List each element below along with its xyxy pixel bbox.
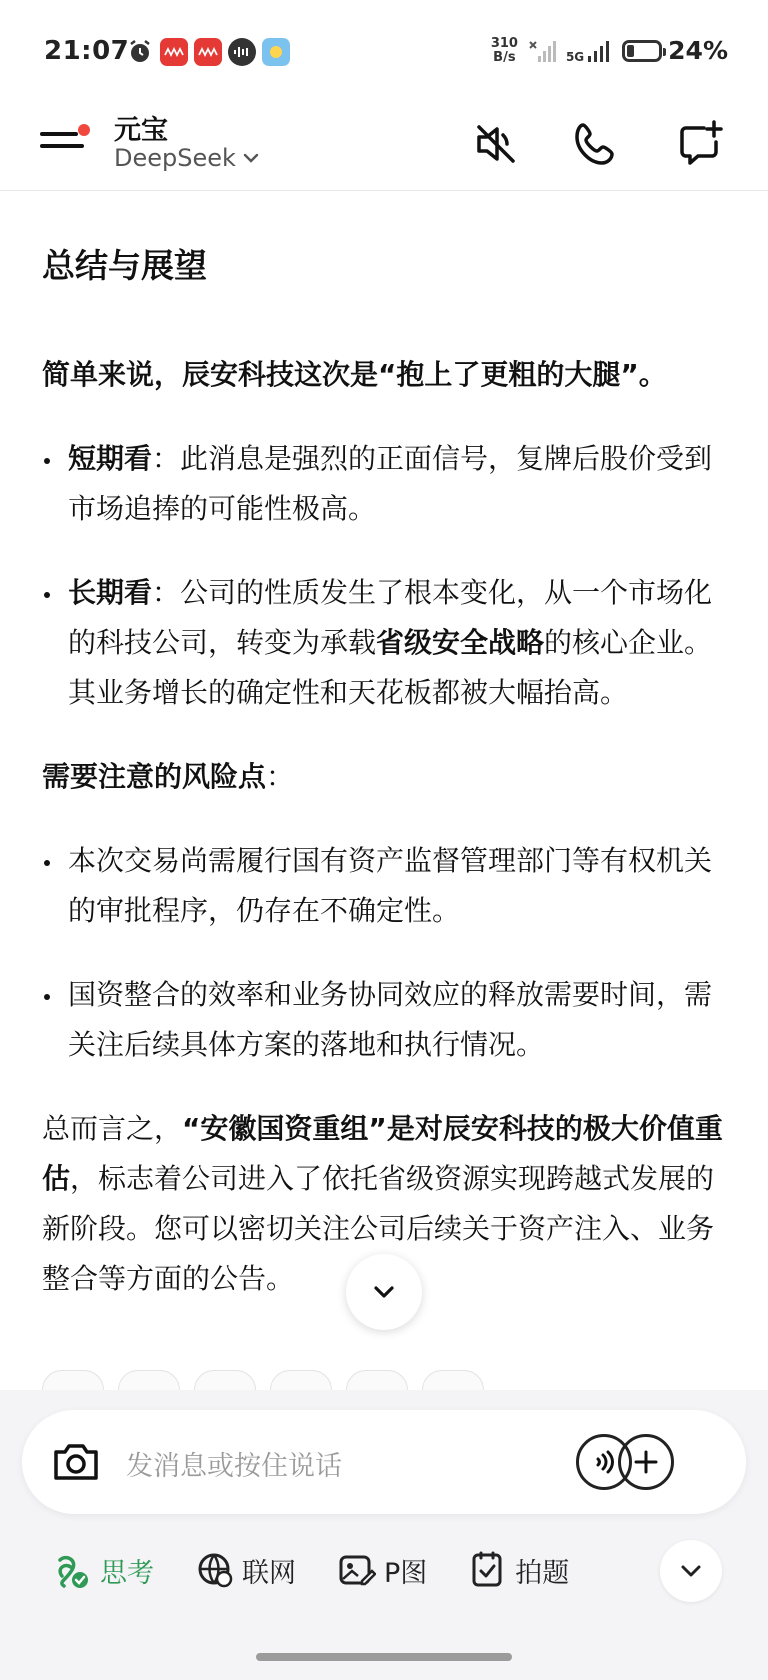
model-name: DeepSeek bbox=[114, 144, 236, 172]
tool-photo-question[interactable]: 拍题 bbox=[469, 1551, 569, 1590]
app-notification-icon bbox=[194, 38, 222, 66]
more-tools-button[interactable] bbox=[660, 1540, 722, 1602]
signal-off-icon bbox=[528, 38, 556, 64]
battery-icon bbox=[622, 40, 662, 62]
mute-icon bbox=[473, 121, 519, 167]
message-action-button[interactable] bbox=[118, 1370, 180, 1390]
plus-icon bbox=[632, 1448, 660, 1476]
message-action-button[interactable] bbox=[194, 1370, 256, 1390]
status-time: 21:07 bbox=[44, 36, 130, 66]
weather-icon bbox=[262, 38, 290, 66]
tool-web-search[interactable]: 联网 bbox=[196, 1551, 296, 1590]
status-system-icons bbox=[491, 36, 728, 65]
scroll-down-button[interactable] bbox=[346, 1254, 422, 1330]
alarm-icon bbox=[126, 38, 154, 66]
conclusion-text: 总而言之，“安徽国资重组”是对辰安科技的极大价值重估，标志着公司进入了依托省级资源实现跨越式发展的新阶段。您可以密切关注公司后续关于资产注入、业务整合等方面的公告。 bbox=[42, 1112, 723, 1295]
globe-icon bbox=[196, 1551, 234, 1589]
chevron-down-icon bbox=[370, 1278, 398, 1306]
status-bar bbox=[0, 0, 768, 100]
voice-wave-icon bbox=[589, 1447, 619, 1477]
assistant-message bbox=[42, 236, 732, 1304]
message-action-button[interactable] bbox=[346, 1370, 408, 1390]
intro-text: 简单来说，辰安科技这次是“抱上了更粗的大腿”。 bbox=[42, 358, 667, 391]
tool-image-edit[interactable]: P图 bbox=[338, 1551, 427, 1590]
chat-header bbox=[0, 100, 768, 191]
mute-button[interactable] bbox=[466, 114, 526, 174]
status-notification-icons bbox=[126, 38, 290, 66]
battery-indicator: 24% bbox=[622, 36, 728, 65]
message-action-button[interactable] bbox=[422, 1370, 484, 1390]
list-item: 国资整合的效率和业务协同效应的释放需要时间，需关注后续具体方案的落地和执行情况。 bbox=[42, 970, 732, 1070]
list-item: 短期看：此消息是强烈的正面信号，复牌后股价受到市场追捧的可能性极高。 bbox=[42, 434, 732, 534]
add-button[interactable] bbox=[618, 1434, 674, 1490]
message-action-button[interactable] bbox=[42, 1370, 104, 1390]
message-input-bar[interactable] bbox=[22, 1410, 746, 1514]
message-input[interactable]: 发消息或按住说话 bbox=[126, 1451, 342, 1482]
message-action-button[interactable] bbox=[270, 1370, 332, 1390]
camera-button[interactable] bbox=[48, 1434, 104, 1490]
assistant-name: 元宝 bbox=[114, 115, 168, 146]
notification-dot bbox=[78, 124, 90, 136]
signal-5g-icon: 5G bbox=[566, 39, 612, 63]
menu-icon bbox=[40, 114, 92, 166]
home-indicator[interactable] bbox=[256, 1653, 512, 1661]
chevron-down-icon bbox=[242, 149, 260, 167]
net-speed: 310 B/s bbox=[490, 35, 518, 65]
list-item: 长期看：公司的性质发生了根本变化，从一个市场化的科技公司，转变为承载省级安全战略的核心企业。其业务增长的确定性和天花板都被大幅抬高。 bbox=[42, 568, 732, 718]
camera-icon bbox=[50, 1436, 102, 1488]
section-heading: 总结与展望 bbox=[42, 246, 207, 285]
list-item: 本次交易尚需履行国有资产监督管理部门等有权机关的审批程序，仍存在不确定性。 bbox=[42, 836, 732, 936]
image-edit-icon bbox=[338, 1551, 376, 1589]
audio-wave-icon bbox=[228, 38, 256, 66]
message-actions bbox=[0, 1370, 768, 1390]
new-chat-button[interactable] bbox=[670, 114, 730, 174]
chevron-down-icon bbox=[678, 1558, 704, 1584]
call-button[interactable] bbox=[566, 114, 626, 174]
composer-panel bbox=[0, 1390, 768, 1680]
new-chat-icon bbox=[676, 120, 724, 168]
tool-bar bbox=[52, 1550, 611, 1590]
menu-button[interactable] bbox=[40, 114, 92, 166]
phone-icon bbox=[573, 121, 619, 167]
deep-think-icon bbox=[52, 1550, 92, 1590]
app-notification-icon bbox=[160, 38, 188, 66]
tool-deep-think[interactable]: 思考 bbox=[52, 1550, 154, 1590]
photo-question-icon bbox=[469, 1551, 507, 1589]
model-selector[interactable] bbox=[114, 144, 260, 172]
risk-heading: 需要注意的风险点： bbox=[42, 760, 295, 793]
